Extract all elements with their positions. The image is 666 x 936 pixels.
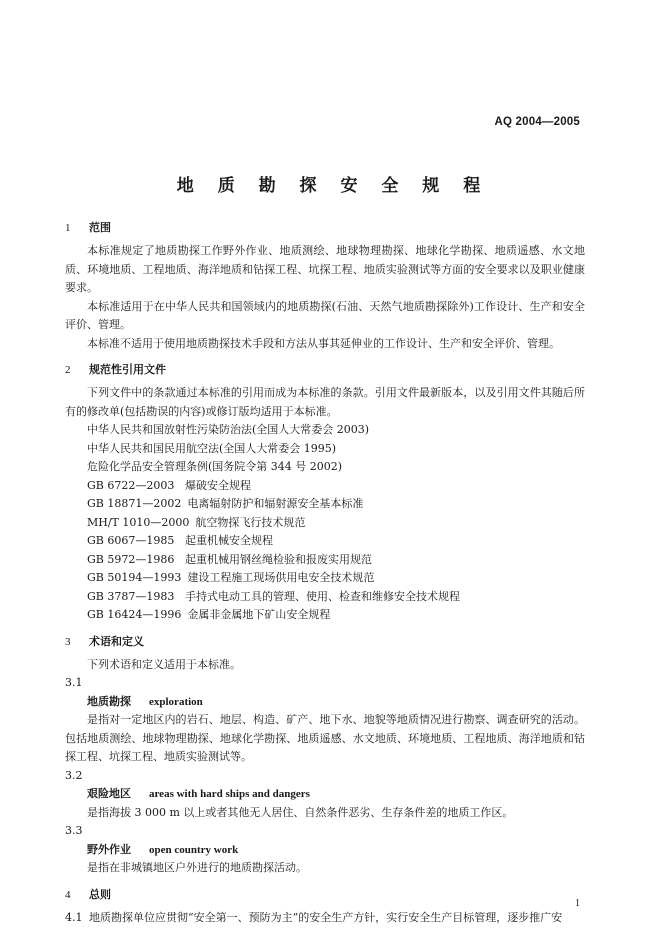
term-number: 3.1 — [65, 676, 83, 689]
standard-reference — [65, 569, 585, 588]
section-number: 4 — [65, 888, 71, 901]
section-number: 1 — [65, 222, 71, 234]
scope-paragraph: 本标准适用于在中华人民共和国领域内的地质勘探(石油、天然气地质勘探除外)工作设计、生产和安全评价、管理。 — [65, 299, 585, 331]
section-title: 术语和定义 — [89, 634, 144, 648]
standard-reference — [65, 477, 585, 496]
section-title: 总则 — [89, 887, 111, 901]
standard-code: GB 6722—2003 — [87, 478, 175, 492]
section-heading-scope — [65, 218, 585, 238]
standard-title: 起重机械安全规程 — [185, 534, 273, 547]
standard-reference — [65, 495, 585, 514]
standard-reference — [65, 606, 585, 625]
standard-code: GB 6067—1985 — [87, 534, 175, 547]
section-title: 范围 — [89, 221, 111, 234]
section-title: 规范性引用文件 — [89, 363, 166, 376]
standard-code: AQ 2004—2005 — [494, 116, 580, 128]
standard-code: GB 16424—1996 — [87, 608, 182, 621]
term-chinese: 地质勘探 — [87, 694, 131, 708]
term-english: exploration — [149, 695, 203, 708]
standard-code: MH/T 1010—2000 — [87, 515, 190, 529]
term-english: areas with hard ships and dangers — [149, 788, 310, 800]
standard-title: 手持式电动工具的管理、使用、检查和维修安全技术规程 — [185, 589, 460, 603]
clause-number: 4.1 — [65, 910, 83, 924]
standard-title: 起重机械用钢丝绳检验和报废实用规范 — [185, 552, 372, 566]
clause-text: 地质勘探单位应贯彻“安全第一、预防为主”的安全生产方针，实行安全生产目标管理，逐步推广安 — [89, 910, 563, 924]
standard-title: 电离辐射防护和辐射源安全基本标准 — [187, 497, 364, 510]
references-intro: 下列文件中的条款通过本标准的引用而成为本标准的条款。引用文件最新版本，以及引用文件其随后所有的修改单(包括勘误的内容)或修订版均适用于本标准。 — [65, 386, 585, 418]
law-reference: 中华人民共和国民用航空法(全国人大常委会 1995) — [87, 441, 337, 455]
document-title: 地 质 勘 探 安 全 规 程 — [176, 176, 490, 196]
page-number: 1 — [575, 898, 580, 909]
standard-code: GB 5972—1986 — [87, 552, 175, 566]
standard-reference — [65, 551, 585, 570]
term-chinese: 野外作业 — [87, 842, 131, 856]
document-body — [65, 218, 585, 927]
term-english: open country work — [149, 843, 239, 856]
terms-intro: 下列术语和定义适用于本标准。 — [87, 657, 241, 671]
term-entry — [65, 693, 585, 712]
standard-code: GB 3787—1983 — [87, 589, 175, 603]
standard-code: GB 18871—2002 — [87, 497, 182, 510]
term-entry — [65, 785, 585, 804]
standard-title: 金属非金属地下矿山安全规程 — [187, 608, 331, 621]
standard-reference — [65, 588, 585, 607]
term-definition: 是指对一定地区内的岩石、地层、构造、矿产、地下水、地貌等地质情况进行勘察、调查研究的活动。包括地质测绘、地球物理勘探、地球化学勘探、地质遥感、水文地质、环境地质、工程地质、海洋地质和钻探工程、坑探工程、地质实验测试等。 — [65, 713, 585, 763]
law-reference: 中华人民共和国放射性污染防治法(全国人大常委会 2003) — [87, 423, 370, 436]
section-heading-normative-references — [65, 360, 585, 380]
term-definition: 是指在非城镇地区户外进行的地质勘探活动。 — [87, 861, 307, 874]
term-chinese: 艰险地区 — [87, 787, 131, 800]
clause-4-1 — [65, 909, 585, 928]
section-heading-terms — [65, 632, 585, 652]
standard-title: 航空物探飞行技术规范 — [195, 515, 306, 529]
law-reference: 危险化学品安全管理条例(国务院令第 344 号 2002) — [87, 460, 343, 473]
standard-title: 建设工程施工现场供用电安全技术规范 — [187, 571, 375, 584]
term-entry — [65, 841, 585, 860]
reference-list — [65, 421, 585, 625]
scope-paragraph: 本标准不适用于使用地质勘探技术手段和方法从事其延伸业的工作设计、生产和安全评价、管理。 — [87, 336, 560, 350]
standard-reference — [65, 514, 585, 533]
standard-code: GB 50194—1993 — [87, 571, 182, 584]
scope-paragraph: 本标准规定了地质勘探工作野外作业、地质测绘、地球物理勘探、地球化学勘探、地质遥感、水文地质、环境地质、工程地质、海洋地质和钻探工程、坑探工程、地质实验测试等方面的安全要求以及职业健康要求。 — [65, 244, 585, 294]
term-number: 3.3 — [65, 824, 83, 837]
section-heading-general — [65, 885, 585, 905]
section-number: 2 — [65, 364, 71, 376]
term-number: 3.2 — [65, 768, 83, 782]
section-number: 3 — [65, 635, 71, 648]
standard-title: 爆破安全规程 — [185, 478, 251, 492]
standard-reference — [65, 532, 585, 551]
term-definition: 是指海拔 3 000 m 以上或者其他无人居住、自然条件恶劣、生存条件差的地质工作区。 — [87, 805, 514, 819]
